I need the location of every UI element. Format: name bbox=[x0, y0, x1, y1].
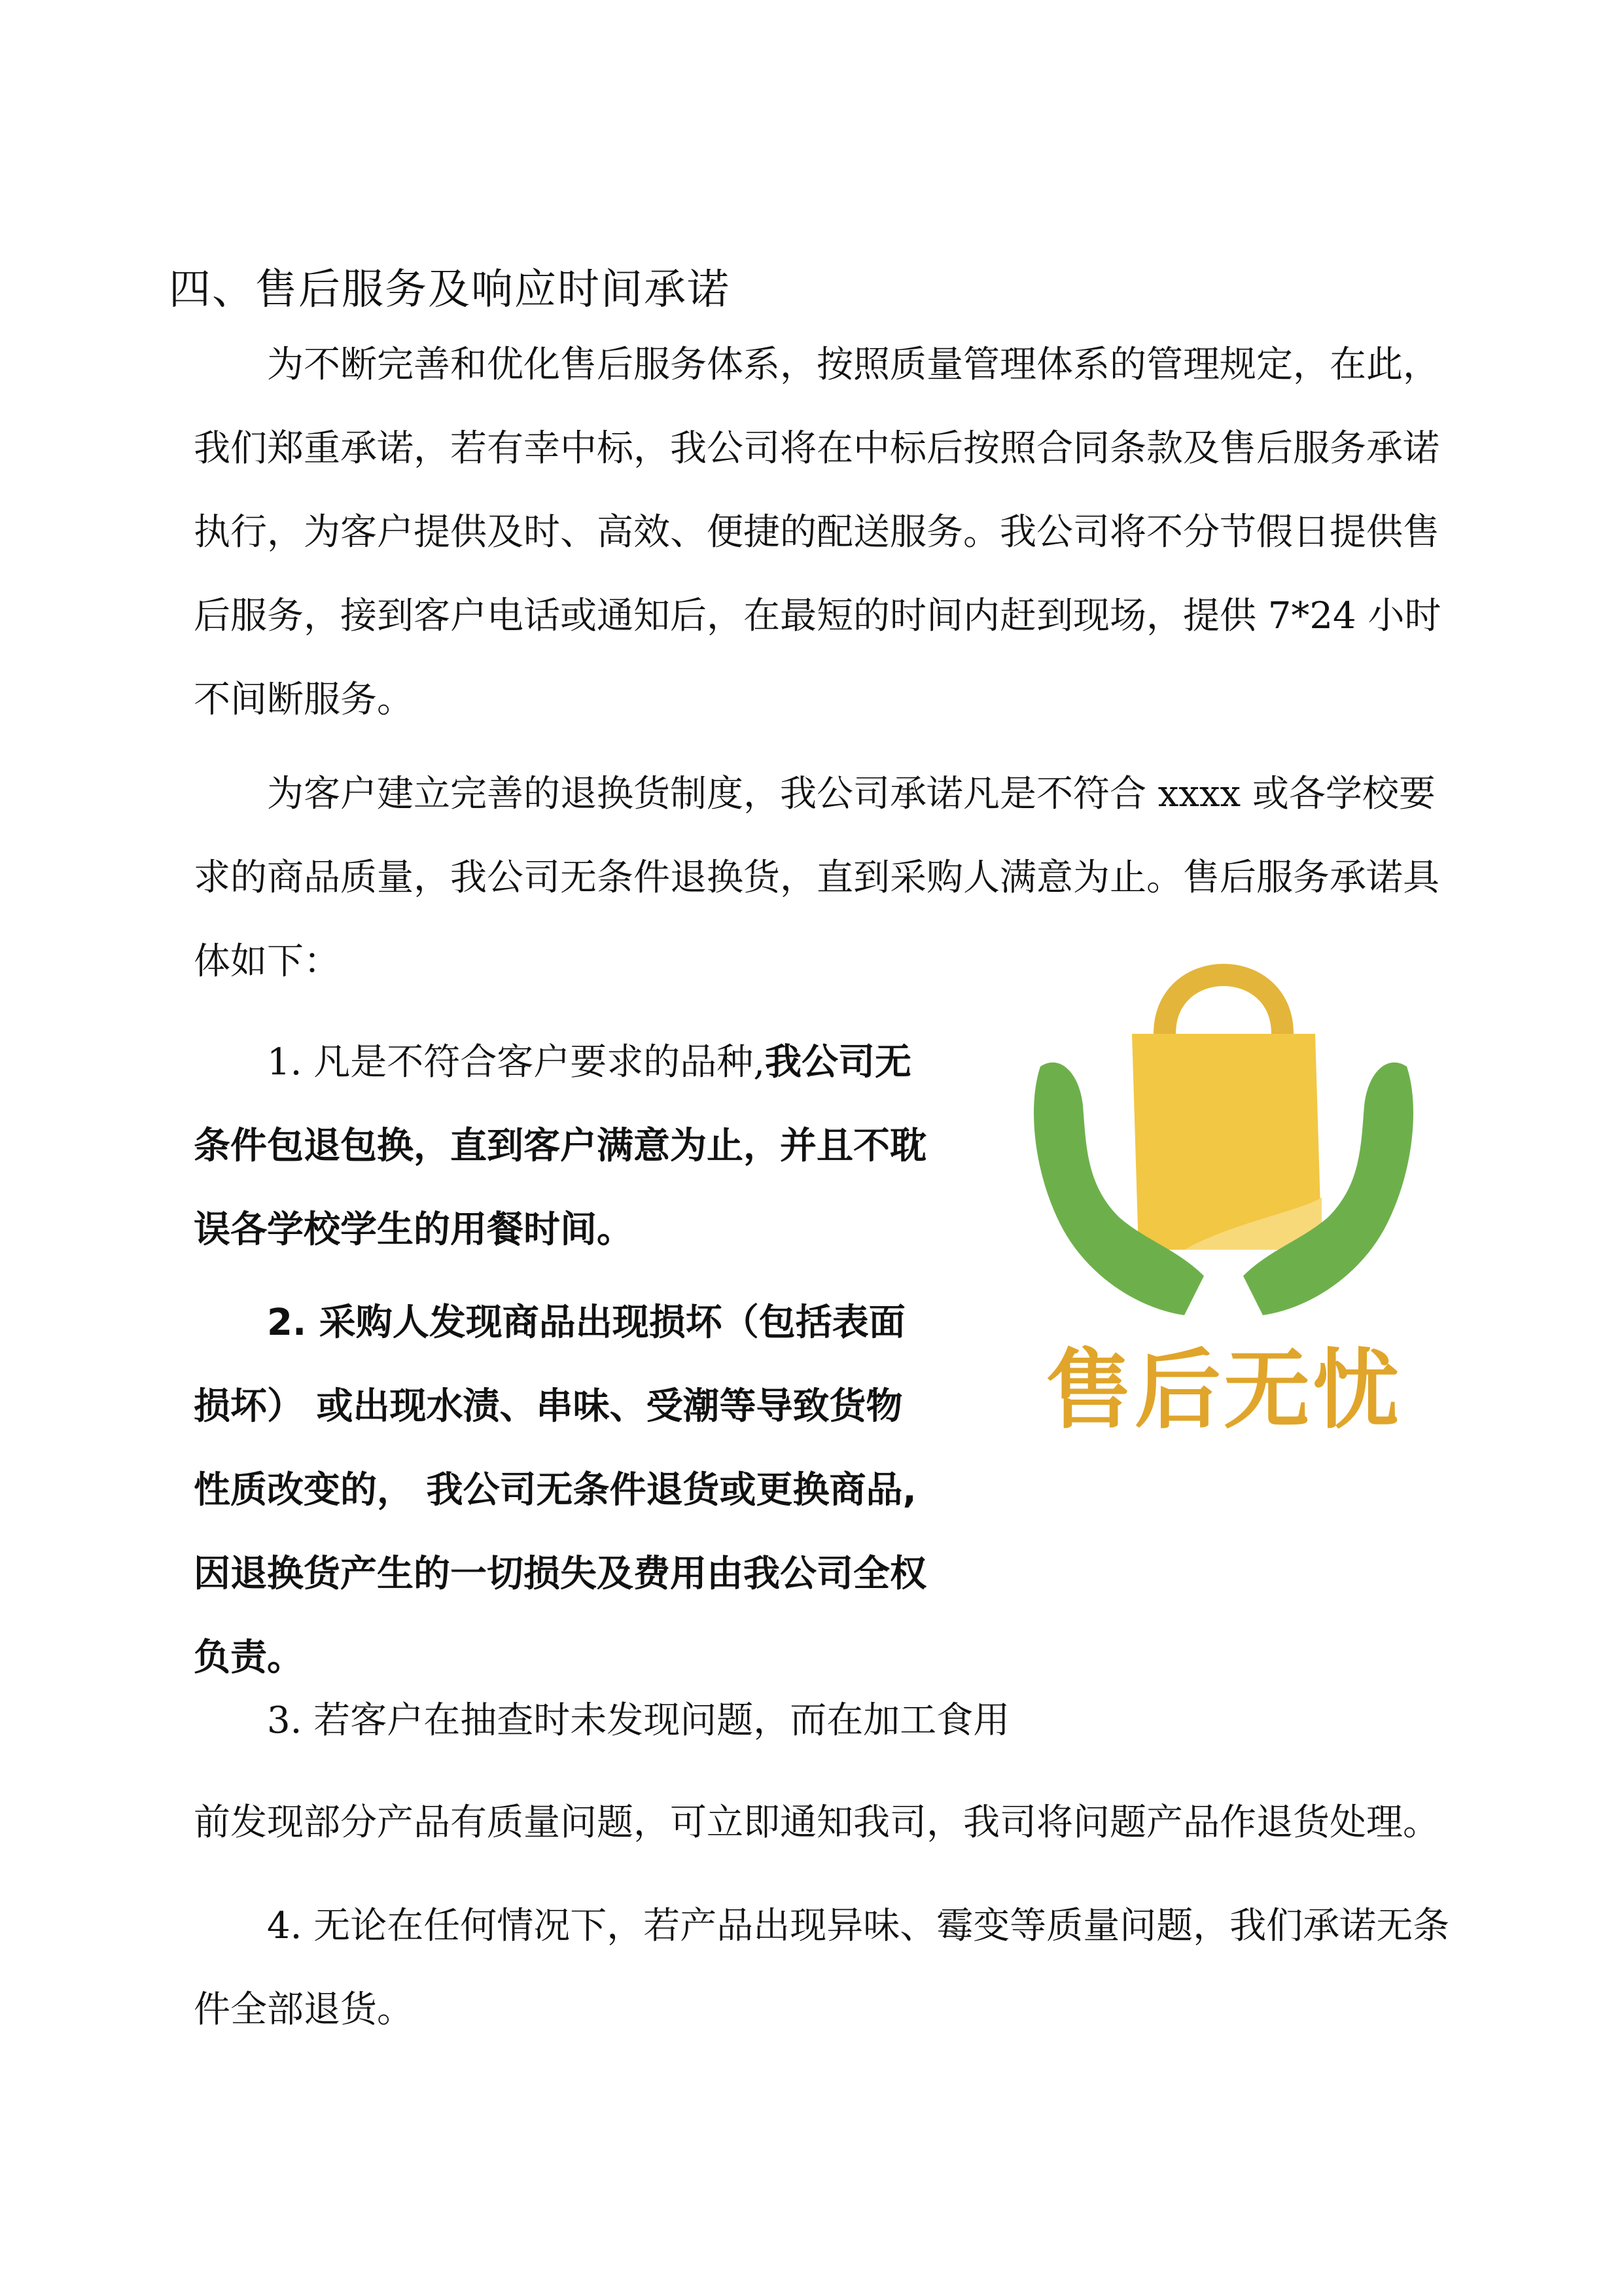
section-heading: 四、售后服务及响应时间承诺 bbox=[169, 266, 730, 315]
list-item-4-text: 4. 无论在任何情况下，若产品出现异味、霉变等质量问题，我们承诺无条件全部退货。 bbox=[194, 1905, 1450, 2031]
after-sales-logo bbox=[1014, 936, 1433, 1459]
list-item-4 bbox=[194, 1884, 1456, 2052]
list-item-1 bbox=[194, 1021, 933, 1272]
list-item-3-line-1: 3. 若客户在抽查时未发现问题，而在加工食用 bbox=[267, 1699, 1010, 1742]
list-item-3-line-2: 前发现部分产品有质量问题，可立即通知我司，我司将问题产品作退货处理。 bbox=[194, 1801, 1439, 1844]
list-item-1-plain: 1. 凡是不符合客户要求的品种, bbox=[267, 1041, 766, 1084]
shopping-bag-in-hands-icon bbox=[1014, 936, 1433, 1341]
list-item-2 bbox=[194, 1281, 933, 1700]
list-item-2-text: 2. 采购人发现商品出现损坏（包括表面损坏） 或出现水渍、串味、受潮等导致货物性质改变的， 我公司无条件退货或更换商品,因退换货产生的一切损失及费用由我公司全权负责。 bbox=[194, 1301, 927, 1679]
bag-handle-icon bbox=[1165, 975, 1282, 1034]
paragraph-text: 为客户建立完善的退换货制度，我公司承诺凡是不符合 xxxx 或各学校要求的商品质量，我公司无条件退换货，直到采购人满意为止。售后服务承诺具体如下： bbox=[194, 773, 1439, 983]
paragraph-text: 为不断完善和优化售后服务体系，按照质量管理体系的管理规定，在此，我们郑重承诺，若有幸中标，我公司将在中标后按照合同条款及售后服务承诺执行，为客户提供及时、高效、便捷的配送服务。我公司将不分节假日提供售后服务，接到客户电话或通知后，在最短的时间内赶到现场，提供 7*24 小时不间断服务。 bbox=[194, 344, 1441, 721]
logo-text: 售后无忧 bbox=[1046, 1340, 1402, 1441]
list-item-1-bold: 我公司无条件包退包换，直到客户满意为止，并且不耽误各学校学生的用餐时间。 bbox=[194, 1041, 927, 1251]
paragraph-service-commitment bbox=[194, 323, 1456, 742]
